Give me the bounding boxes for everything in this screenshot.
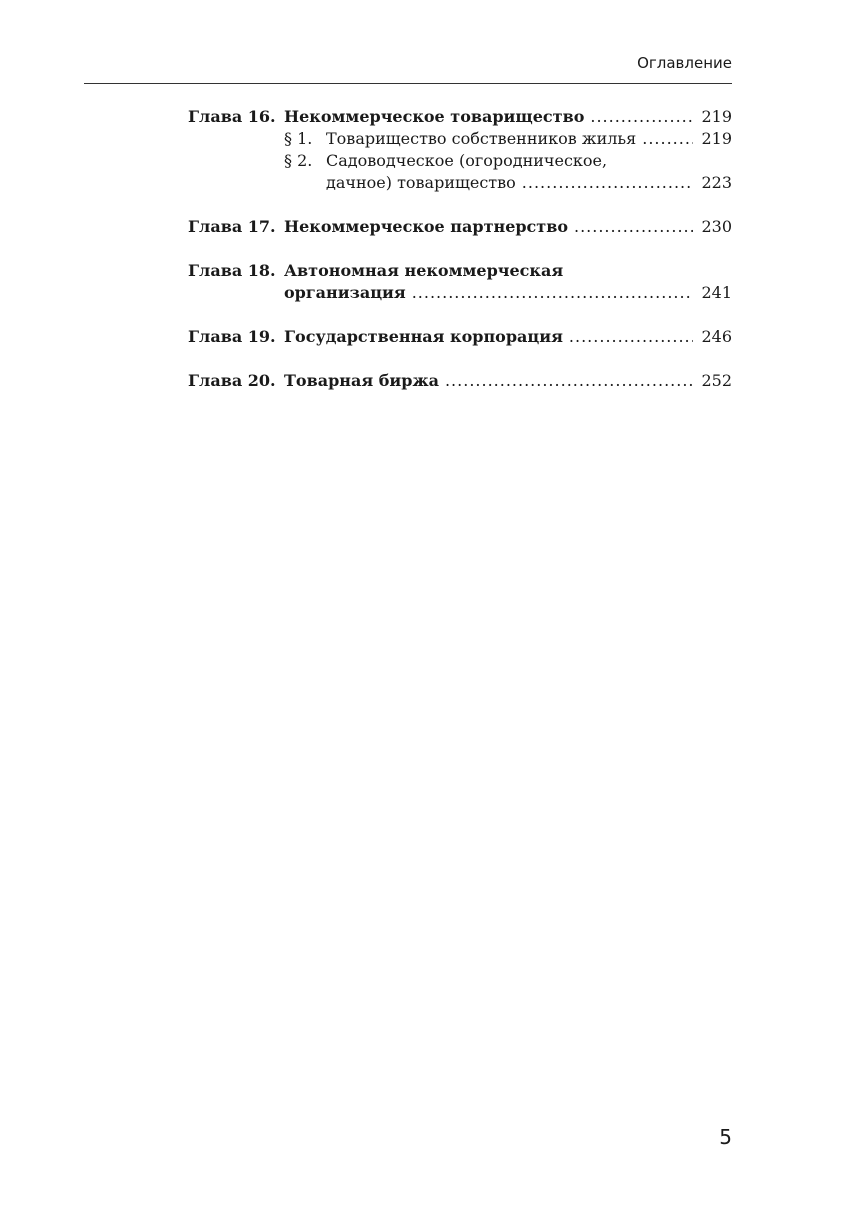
dot-leader bbox=[569, 326, 694, 348]
toc-chapter-17-row bbox=[188, 216, 732, 238]
page-ref: 241 bbox=[701, 283, 732, 302]
chapter-title-line2: организация bbox=[284, 283, 406, 302]
chapter-label: Глава 17. bbox=[188, 217, 276, 236]
page-ref: 223 bbox=[701, 173, 732, 192]
chapter-title: Некоммерческое товарищество bbox=[284, 107, 585, 126]
section-number: § 1. bbox=[284, 129, 313, 148]
chapter-label: Глава 16. bbox=[188, 107, 276, 126]
toc-chapter-18-row bbox=[188, 260, 732, 282]
dot-leader bbox=[574, 216, 693, 238]
chapter-label: Глава 18. bbox=[188, 261, 276, 280]
page-number: 5 bbox=[719, 1125, 732, 1149]
dot-leader bbox=[412, 282, 694, 304]
toc-chapter-17[interactable] bbox=[188, 216, 732, 238]
dot-leader bbox=[445, 370, 693, 392]
toc-chapter-19-row bbox=[188, 326, 732, 348]
dot-leader bbox=[590, 106, 693, 128]
toc-chapter-16[interactable] bbox=[188, 106, 732, 194]
section-title-line2: дачное) товарищество bbox=[326, 173, 516, 192]
chapter-title: Товарная биржа bbox=[284, 371, 439, 390]
section-title-line1: Садоводческое (огородническое, bbox=[326, 151, 608, 170]
toc-section-16-2[interactable] bbox=[188, 150, 732, 172]
page-ref: 219 bbox=[701, 129, 732, 148]
toc-chapter-20[interactable] bbox=[188, 370, 732, 392]
toc-section-16-2-cont[interactable] bbox=[188, 172, 732, 194]
toc-chapter-20-row bbox=[188, 370, 732, 392]
chapter-title: Государственная корпорация bbox=[284, 327, 563, 346]
section-number: § 2. bbox=[284, 151, 313, 170]
page-ref: 219 bbox=[701, 107, 732, 126]
dot-leader bbox=[522, 172, 694, 194]
chapter-title-line1: Автономная некоммерческая bbox=[284, 261, 564, 280]
table-of-contents bbox=[188, 106, 732, 392]
page-ref: 230 bbox=[701, 217, 732, 236]
chapter-label: Глава 20. bbox=[188, 371, 276, 390]
toc-chapter-19[interactable] bbox=[188, 326, 732, 348]
section-title: Товарищество собственников жилья bbox=[326, 129, 637, 148]
toc-chapter-18[interactable] bbox=[188, 260, 732, 304]
dot-leader bbox=[642, 128, 693, 150]
page-ref: 252 bbox=[701, 371, 732, 390]
toc-chapter-18-cont bbox=[188, 282, 732, 304]
toc-chapter-16-row bbox=[188, 106, 732, 128]
header-divider bbox=[84, 83, 732, 84]
running-header: Оглавление bbox=[637, 54, 732, 72]
chapter-label: Глава 19. bbox=[188, 327, 276, 346]
chapter-title: Некоммерческое партнерство bbox=[284, 217, 568, 236]
toc-section-16-1[interactable] bbox=[188, 128, 732, 150]
page-ref: 246 bbox=[701, 327, 732, 346]
